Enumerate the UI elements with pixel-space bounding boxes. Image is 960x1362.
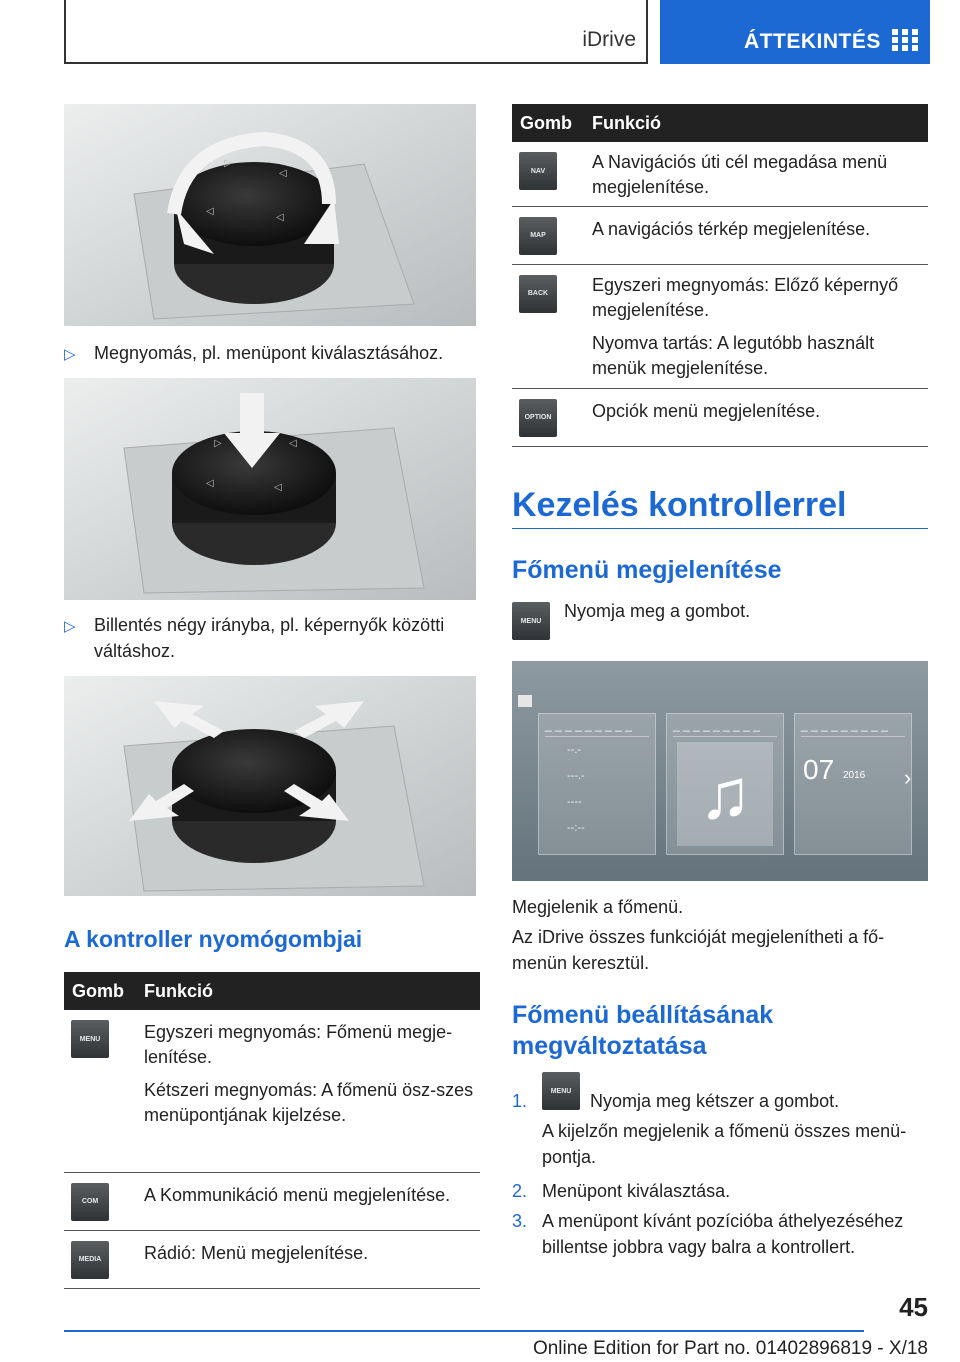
table-row [512, 388, 928, 446]
heading-operating-controller: Kezelés kontrollerrel [512, 486, 847, 524]
grid-icon [892, 29, 918, 51]
col-header-button: Gomb [512, 104, 592, 142]
function-text: Rádió: Menü megjelenítése. [144, 1242, 369, 1263]
menu-button-icon: MENU [71, 1020, 109, 1058]
svg-text:◁: ◁ [279, 168, 287, 179]
step-2-number [512, 1178, 527, 1204]
bullet-tilt [64, 612, 476, 668]
idrive-main-menu-screenshot [512, 661, 928, 881]
col-header-function: Funkció [592, 104, 928, 142]
step-3-number [512, 1208, 527, 1234]
function-text: Egyszeri megnyomás: Főmenü megje-lenítése. [144, 1022, 453, 1067]
controller-tilt-illustration [64, 676, 476, 896]
page-number: 45 [899, 1292, 928, 1322]
paragraph-main-menu-shown: Megjelenik a főmenü. [512, 897, 684, 917]
controller-press-illustration [64, 378, 476, 600]
footer-edition: Online Edition for Part no. 01402896819 - X/18 [532, 1338, 928, 1359]
music-note-icon: ♫ [677, 742, 773, 846]
heading-show-main-menu: Főmenü megjelenítése [512, 556, 782, 584]
step-number: 2. [512, 1181, 528, 1201]
svg-text:▷: ▷ [224, 158, 232, 169]
communication-tile [794, 713, 912, 855]
tile-row-value: --:-- [567, 822, 585, 834]
function-text: Kétszeri megnyomás: A főmenü ösz-szes menüpontjának kijelzése. [144, 1080, 474, 1125]
left-button-table [64, 972, 480, 1289]
tile-row-value: --.- [567, 744, 582, 756]
header-section-title: iDrive [582, 28, 636, 51]
tile-date: 07 [803, 754, 835, 785]
col-header-button: Gomb [64, 972, 144, 1010]
function-text: A navigációs térkép megjelenítése. [592, 218, 871, 239]
media-tile [666, 713, 784, 855]
svg-text:▷: ▷ [214, 438, 222, 449]
tile-title: _ _ _ _ _ _ _ _ _ [673, 718, 777, 737]
table-row [64, 1172, 480, 1230]
step-number: 1. [512, 1091, 528, 1111]
step-3-text: A menüpont kívánt pozícióba áthelyezéséhez billentse jobbra vagy balra a kontrollert. [542, 1211, 904, 1257]
back-button-icon: BACK [519, 275, 557, 313]
vehicle-info-tile [538, 713, 656, 855]
triangle-bullet-icon: ▷ [64, 618, 76, 635]
com-button-icon: COM [71, 1183, 109, 1221]
heading-change-main-menu: Főmenü beállításának megváltoztatása [512, 1001, 774, 1060]
press-button-text: Nyomja meg a gombot. [564, 601, 751, 621]
table-row [64, 1010, 480, 1172]
media-button-icon: MEDIA [71, 1241, 109, 1279]
function-text: Nyomva tartás: A legutóbb használt menük megjelenítése. [592, 332, 875, 378]
right-button-table [512, 104, 928, 447]
function-text: A Kommunikáció menü megjelenítése. [144, 1184, 451, 1205]
step-1-number [512, 1088, 527, 1114]
table-row [512, 206, 928, 264]
table-row [512, 264, 928, 388]
step-1-result: A kijelzőn megjelenik a főmenü összes menü-pontja. [542, 1121, 907, 1167]
svg-text:◁: ◁ [206, 478, 214, 489]
svg-text:◁: ◁ [274, 482, 282, 493]
header-section-box [64, 0, 648, 64]
chevron-right-icon: › [904, 765, 912, 790]
nav-button-icon: NAV [519, 152, 557, 190]
svg-text:◁: ◁ [206, 206, 214, 217]
step-number: 3. [512, 1211, 528, 1231]
menu-button-icon: MENU [512, 602, 550, 640]
tile-row-value: ---.- [567, 770, 585, 782]
menu-button-icon: MENU [542, 1072, 580, 1110]
tile-year: 2016 [843, 770, 866, 781]
function-text: Opciók menü megjelenítése. [592, 400, 821, 421]
tile-title: _ _ _ _ _ _ _ _ _ [545, 718, 649, 737]
map-button-icon: MAP [519, 217, 557, 255]
col-header-function: Funkció [144, 972, 480, 1010]
option-button-icon: OPTION [519, 399, 557, 437]
bullet-tilt-text: Billentés négy irányba, pl. képernyők közötti váltáshoz. [94, 615, 445, 661]
controller-rotate-illustration [64, 104, 476, 326]
heading-controller-buttons: A kontroller nyomógombjai [64, 926, 363, 952]
car-icon [518, 695, 532, 707]
function-text: A Navigációs úti cél megadása menü megjelenítése. [592, 152, 888, 197]
svg-text:◁: ◁ [276, 212, 284, 223]
function-text: Egyszeri megnyomás: Előző képernyő megjelenítése. [592, 274, 899, 320]
step-2-text: Menüpont kiválasztása. [542, 1181, 731, 1201]
heading-underline [512, 528, 928, 529]
header-chapter-tab [660, 0, 930, 64]
triangle-bullet-icon: ▷ [64, 346, 76, 363]
bullet-press-text: Megnyomás, pl. menüpont kiválasztásához. [94, 343, 444, 363]
table-row [64, 1230, 480, 1288]
page-header [64, 0, 930, 64]
tile-title: _ _ _ _ _ _ _ _ _ [801, 718, 905, 737]
footer-divider [64, 1330, 864, 1332]
step-1-text: Nyomja meg kétszer a gombot. [590, 1091, 840, 1111]
table-row [512, 142, 928, 206]
paragraph-all-functions: Az iDrive összes funkcióját megjelenítheti a fő-menün keresztül. [512, 927, 885, 973]
svg-text:◁: ◁ [289, 438, 297, 449]
tile-row-value: ---- [567, 796, 582, 808]
header-chapter-title: ÁTTEKINTÉS [744, 30, 881, 53]
